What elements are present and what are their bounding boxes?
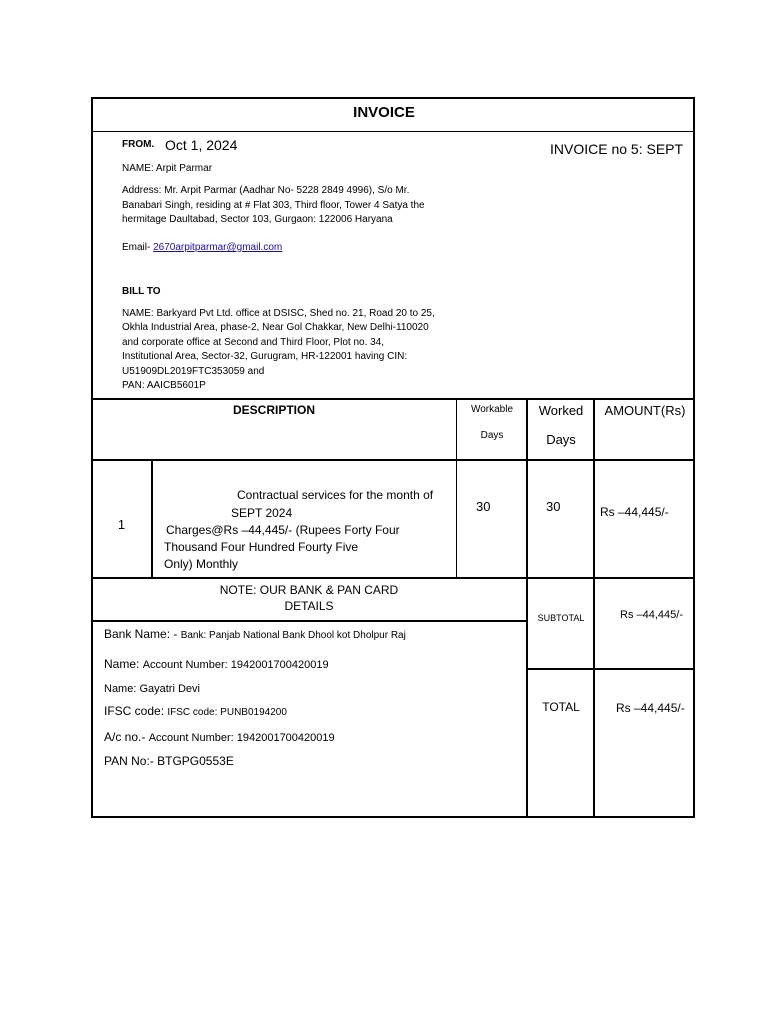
bill-to-line: U51909DL2019FTC353059 and: [122, 366, 265, 377]
bill-to-line: Okhla Industrial Area, phase-2, Near Gol Chakkar, New Delhi-110020: [122, 322, 429, 333]
sender-name: NAME: Arpit Parmar: [122, 163, 213, 174]
bank-name-row: [104, 627, 406, 642]
invoice-date: Oct 1, 2024: [165, 137, 238, 153]
account-holder: Name: Gayatri Devi: [104, 683, 200, 695]
frame-right: [693, 97, 695, 818]
subtotal-label: SUBTOTAL: [537, 613, 585, 623]
bill-to-line: and corporate office at Second and Third Floor, Plot no. 34,: [122, 337, 385, 348]
header-workable-2: Days: [480, 430, 504, 441]
row-desc-line: Charges@Rs –44,445/- (Rupees Forty Four: [166, 523, 400, 537]
bank-name-value: Bank: Panjab National Bank Dhool kot Dholpur Raj: [180, 630, 406, 641]
bill-to-line: Institutional Area, Sector-32, Gurugram, HR-122001 having CIN:: [122, 351, 408, 362]
from-label: FROM.: [122, 139, 155, 150]
frame-bottom: [91, 816, 695, 818]
ifsc-row: [104, 704, 287, 719]
address-line: hermitage Daultabad, Sector 103, Gurgaon: 122006 Haryana: [122, 214, 393, 225]
header-workable-1: Workable: [470, 404, 514, 415]
frame-left: [91, 97, 93, 818]
bank-note-line2: DETAILS: [284, 599, 334, 613]
ifsc-value: IFSC code: PUNB0194200: [167, 707, 287, 718]
subtotal-value: Rs –44,445/-: [620, 609, 683, 621]
header-worked-2: Days: [546, 432, 576, 447]
row-desc-line: Contractual services for the month of: [237, 488, 434, 502]
invoice-title: INVOICE: [353, 104, 415, 121]
header-worked-1: Worked: [538, 403, 584, 418]
frame-top: [91, 97, 695, 99]
divider-header-top: [91, 398, 695, 400]
address-line: Banabari Singh, residing at # Flat 303, Third floor, Tower 4 Satya the: [122, 200, 425, 211]
header-description: DESCRIPTION: [232, 403, 315, 417]
email-link[interactable]: 2670arpitparmar@gmail.com: [153, 242, 283, 253]
row-desc-line: Only) Monthly: [164, 557, 239, 571]
row-amount: Rs –44,445/-: [600, 505, 669, 519]
address-line: Address: Mr. Arpit Parmar (Aadhar No- 5228 2849 4996), S/o Mr.: [122, 185, 410, 196]
row-desc-line: SEPT 2024: [231, 506, 293, 520]
email-label: Email-: [122, 242, 154, 253]
row-workable-days: 30: [476, 499, 491, 514]
bill-to-line: NAME: Barkyard Pvt Ltd. office at DSISC, Shed no. 21, Road 20 to 25,: [122, 308, 435, 319]
bank-name-label: Bank Name: -: [104, 627, 178, 641]
account-number-value: Account Number: 1942001700420019: [148, 732, 335, 744]
divider-title: [91, 131, 695, 132]
bill-to-label: BILL TO: [122, 286, 161, 297]
divider-header-bottom: [91, 459, 695, 461]
account-number-label: A/c no.-: [104, 730, 146, 744]
divider-row-bottom: [91, 577, 695, 579]
row-sno: 1: [117, 517, 126, 532]
account-name-value: Account Number: 1942001700420019: [142, 659, 329, 671]
bank-note-line1: NOTE: OUR BANK & PAN CARD: [219, 583, 399, 597]
col-worked-right: [593, 399, 595, 817]
row-desc-line: Thousand Four Hundred Fourty Five: [164, 540, 359, 554]
total-value: Rs –44,445/-: [616, 701, 685, 715]
divider-subtotal: [527, 668, 695, 670]
total-label: TOTAL: [542, 700, 580, 714]
pan-number: PAN No:- BTGPG0553E: [104, 754, 234, 768]
row-worked-days: 30: [546, 499, 561, 514]
account-name-label: Name:: [104, 657, 140, 671]
col-desc-right: [456, 399, 457, 578]
divider-note: [91, 620, 527, 622]
account-name-row: [104, 657, 329, 672]
email-line: [122, 242, 282, 254]
invoice-number: INVOICE no 5: SEPT: [550, 141, 684, 157]
bill-to-line: PAN: AAICB5601P: [122, 380, 206, 391]
header-amount: AMOUNT(Rs): [604, 403, 686, 418]
account-number-row: [104, 730, 335, 745]
ifsc-label: IFSC code:: [104, 704, 165, 718]
